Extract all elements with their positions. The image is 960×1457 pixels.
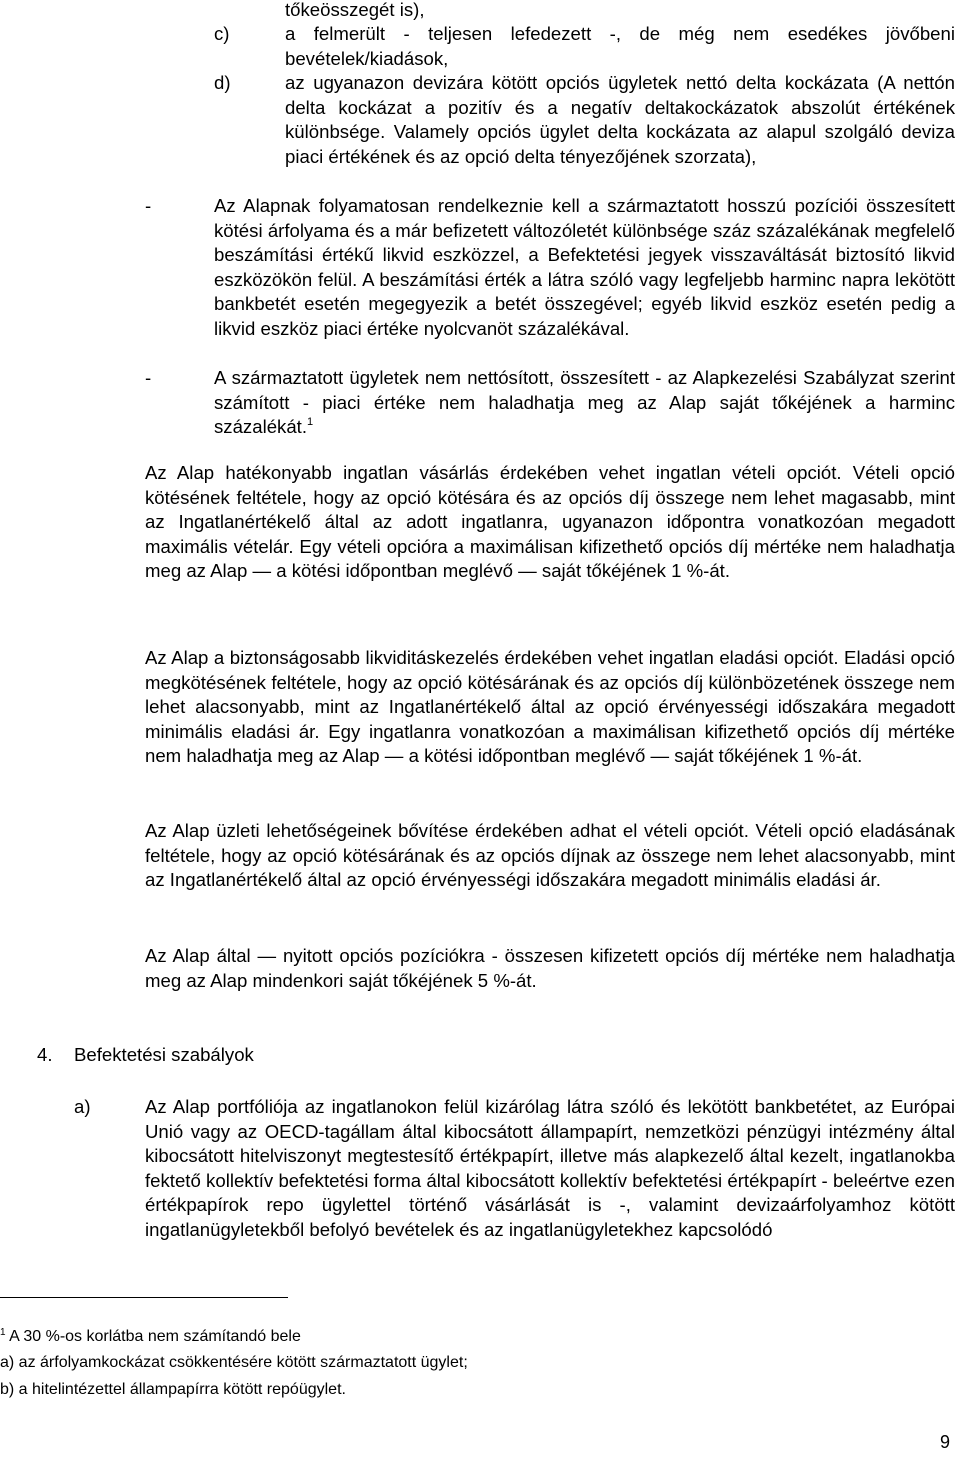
footnote-text: A 30 %-os korlátba nem számítandó bele [9, 1328, 301, 1345]
dash-item: Az Alapnak folyamatosan rendelkeznie kell a származtatott hosszú pozíciói összesített kötési árfolyama és a már befizetett változóletét különbsége száz százalékának megfelelő beszámítási értékű likvid eszközzel, a Befektetési jegyek visszaváltását biztosító likvid eszközökön felül. A beszámítási érték a látra szóló vagy legfeljebb harminc napra lekötött bankbetét esetén megegyezik a betét összegével; egyéb likvid eszköz esetén pedig a likvid eszköz piaci értéke nyolcvanöt százalékával. [214, 195, 955, 339]
footnote-separator [0, 1297, 288, 1298]
dash-bullet: - [145, 195, 152, 216]
footnote-marker: 1 [0, 1327, 6, 1338]
list-item-c: a felmerült - teljesen lefedezett -, de még nem esedékes jövőbeni bevételek/kiadások, [285, 23, 955, 69]
list-item-d: az ugyanazon devizára kötött opciós ügyletek nettó delta kockázata (A nettón delta kockázat a pozitív és a negatív deltakockázatok abszolút értékének különbsége. Valamely opciós ügylet delta kockázata az alapul szolgáló deviza piaci értékének és az opció delta tényezőjének szorzata), [285, 72, 955, 167]
paragraph: Az Alap üzleti lehetőségeinek bővítése érdekében adhat el vételi opciót. Vételi opció eladásának feltétele, hogy az opció kötésárának és az opciós díjnak az összege nem lehet alacsonyabb, mint az Ingatlanértékelő által az opció érvényességi időszakára megadott minimális eladási ár. [145, 820, 955, 890]
footnote-line: a) az árfolyamkockázat csökkentésére kötött származtatott ügylet; [0, 1354, 468, 1371]
footnote [0, 1327, 301, 1349]
dash-item-text: A származtatott ügyletek nem nettósított, összesített - az Alapkezelési Szabályzat szerint számított - piaci értéke nem haladhatja meg az Alap saját tőkéjének a harminc százalékát. [214, 367, 955, 437]
section-title: Befektetési szabályok [74, 1044, 254, 1065]
footnote-reference: 1 [307, 416, 314, 428]
list-label-a: a) [74, 1096, 91, 1117]
paragraph: Az Alap hatékonyabb ingatlan vásárlás érdekében vehet ingatlan vételi opciót. Vételi opció kötésének feltétele, hogy az opció kötésára és az opciós díj összege nem lehet magasabb, mint az Ingatlanértékelő által az adott ingatlanra, ugyanazon időpontra vonatkozóan megadott maximális vételár. Egy vételi opcióra a maximálisan kifizethető opciós díj mértéke nem haladhatja meg az Alap — a kötési időpontban meglévő — saját tőkéjének 1 %-át. [145, 462, 955, 581]
paragraph: Az Alap által — nyitott opciós pozíciókra - összesen kifizetett opciós díj mértéke nem haladhatja meg az Alap mindenkori saját tőkéjének 5 %-át. [145, 945, 955, 991]
footnote-line: b) a hitelintézettel állampapírra kötött repóügylet. [0, 1381, 346, 1398]
continuation-text: tőkeösszegét is), [285, 0, 425, 20]
section-number: 4. [37, 1044, 53, 1065]
paragraph: Az Alap a biztonságosabb likviditáskezelés érdekében vehet ingatlan eladási opciót. Eladási opció megkötésének feltétele, hogy az opció kötésárának és az opciós díj különbözetének összege nem lehet alacsonyabb, mint az Ingatlanértékelő által az opció érvényességi időszakára megadott minimális eladási ár. Egy ingatlanra vonatkozóan a maximálisan kifizethető opciós díj mértéke nem haladhatja meg az Alap — a kötési időpontban meglévő — saját tőkéjének 1 %-át. [145, 647, 955, 766]
dash-item [214, 366, 955, 443]
dash-bullet: - [145, 367, 152, 388]
page-number: 9 [940, 1432, 951, 1452]
list-label-c: c) [214, 23, 230, 44]
list-item-a: Az Alap portfóliója az ingatlanokon felül kizárólag látra szóló és lekötött bankbetétet, az Európai Unió vagy az OECD-tagállam által kibocsátott állampapírt, nemzetközi pénzügyi intézmény által kibocsátott hitelviszonyt megtestesítő értékpapírt, illetve más alapkezelő által kezelt, ingatlanokba fektető kollektív befektetési forma által kibocsátott kollektív befektetési értékpapírt - beleértve ezen értékpapírok repo ügylettel történő vásárlását is -, valamint devizaárfolyamhoz kötött ingatlanügyletekből befolyó bevételek és az ingatlanügyletekhez kapcsolódó [145, 1096, 955, 1240]
list-label-d: d) [214, 72, 231, 93]
